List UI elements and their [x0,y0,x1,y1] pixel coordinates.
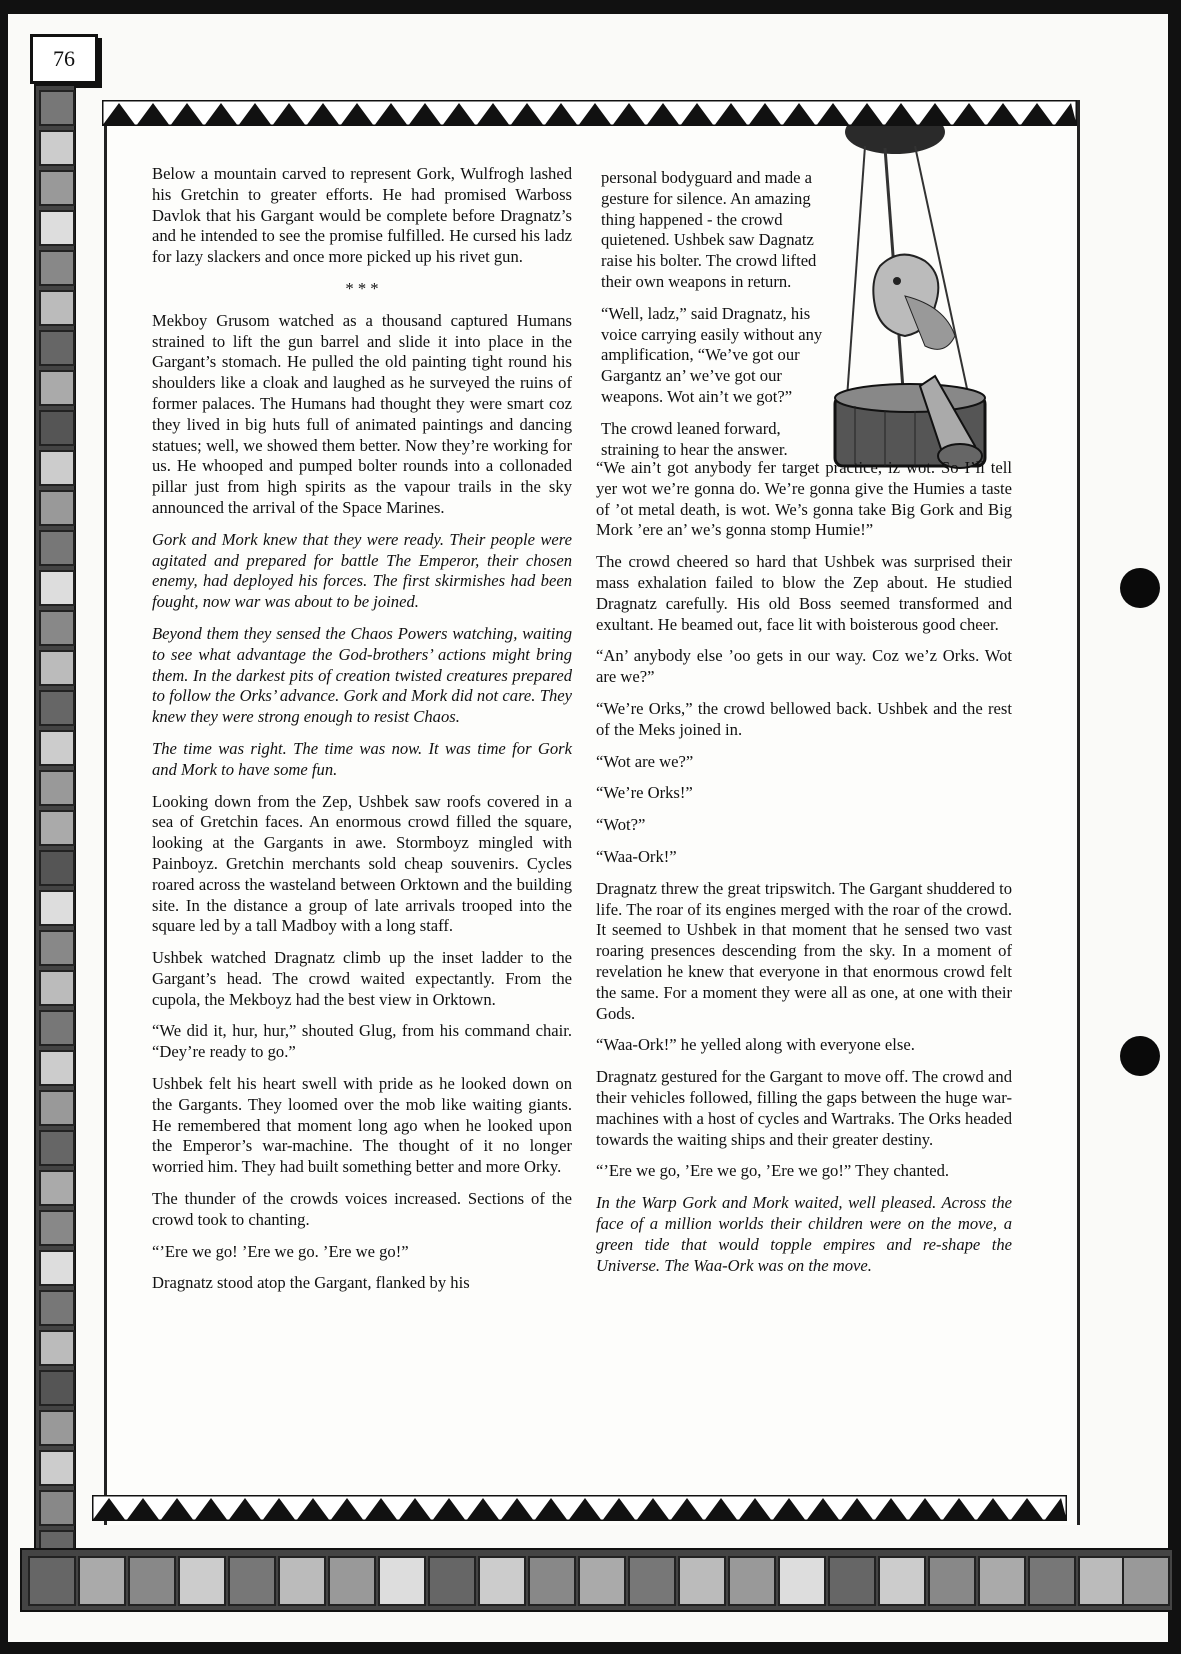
paragraph: Mekboy Grusom watched as a thousand captured Humans strained to lift the gun barrel and slide it into place in the Gargant’s stomach. He pulled the old painting tight round his shoulders like a cloak and laughed as he surveyed the ruins of former palaces. The Humans had thought they were smart coz they lived in big huts full of animated paintings and dancing statues; well, we showed them better. Now they’re working for us. He whooped and pumped bolter rounds into a collonaded pillar just from high spirits as the vapour trails in the sky announced the arrival of the Space Marines. [152,310,572,517]
border-tile-icon [228,1556,276,1606]
border-tile-icon [828,1556,876,1606]
paragraph: “We’re Orks!” [596,783,693,803]
border-tile-icon [1028,1556,1076,1606]
border-tile-icon [78,1556,126,1606]
paragraph: “Wot are we?” [596,751,694,771]
border-tile-icon [728,1556,776,1606]
paragraph: Looking down from the Zep, Ushbek saw roofs covered in a sea of Gretchin faces. An enormous crowd filled the square, looking at the Gargants in awe. Stormboyz mingled with Painboyz. Gretchin merchants sold cheap souvenirs. Cycles roared across the wasteland between Orktown and the building site. In the distance a group of late arrivals trooped into the square led by a tall Madboy with a long staff. [152,791,572,936]
border-tile-icon [39,1170,75,1206]
left-column [152,164,572,1305]
border-tile-icon [39,1210,75,1246]
border-tile-icon [39,210,75,246]
punch-hole-icon [1120,1036,1160,1076]
paragraph: In the Warp Gork and Mork waited, well pleased. Across the face of a million worlds their children were on the move, a green tide that would topple empires and re-shape the Universe. The Waa-Ork was on the move. [596,1193,1012,1275]
border-tile-icon [39,930,75,966]
border-tile-icon [39,290,75,326]
paragraph: Beyond them they sensed the Chaos Powers watching, waiting to see what advantage the God-brothers’ actions might bring them. In the darkest pits of creation twisted creatures prepared to follow the Orks’ advance. Gork and Mork did not care. They knew they were strong enough to resist Chaos. [152,623,572,727]
border-tile-icon [928,1556,976,1606]
paragraph: “An’ anybody else ’oo gets in our way. Coz we’z Orks. Wot are we?” [596,646,1012,687]
page-number: 76 [30,34,98,84]
paragraph: Dragnatz threw the great tripswitch. The Gargant shuddered to life. The roar of its engines merged with the roar of the crowd. It seemed to Ushbek in that moment that he sensed two vast roaring presences descending from the sky. In a moment of revelation he knew that everyone in that enormous crowd felt the same. For a moment they were all as one, at one with their Gods. [596,878,1012,1023]
border-tile-icon [39,690,75,726]
border-tile-icon [39,250,75,286]
border-tile-icon [528,1556,576,1606]
paragraph: “We’re Orks,” the crowd bellowed back. Ushbek and the rest of the Meks joined in. [596,698,1012,739]
bottom-zigzag-border [92,1495,1067,1521]
border-tile-icon [878,1556,926,1606]
border-tile-icon [39,890,75,926]
border-tile-icon [39,1290,75,1326]
border-tile-icon [39,650,75,686]
paragraph: Dragnatz stood atop the Gargant, flanked by his [152,1273,470,1293]
right-column [596,458,1012,1287]
paragraph: personal bodyguard and made a gesture for silence. An amazing thing happened - the crowd quietened. Ushbek saw Dagnatz raise his bolter. The crowd lifted their own weapons in return. [601,168,817,291]
border-tile-icon [328,1556,376,1606]
border-tile-icon [628,1556,676,1606]
border-tile-icon [28,1556,76,1606]
paragraph: The crowd leaned forward, straining to hear the answer. [601,418,788,459]
border-tile-icon [478,1556,526,1606]
paragraph: Gork and Mork knew that they were ready. Their people were agitated and prepared for battle The Emperor, their chosen enemy, had deployed his forces. The first skirmishes had been fought, now war was about to be joined. [152,529,572,612]
paragraph: Ushbek watched Dragnatz climb up the inset ladder to the Gargant’s head. The crowd waited expectantly. From the cupola, the Mekboyz had the best view in Orktown. [152,948,572,1009]
paragraph: Ushbek felt his heart swell with pride as he looked down on the Gargants. They loomed over the mob like waiting giants. He remembered that moment long ago when he looked upon the Emperor’s war-machine. The thought of it no longer worried him. They had built something better and more Orky. [152,1074,572,1177]
border-tile-icon [39,1370,75,1406]
border-tile-icon [39,450,75,486]
paragraph: “Wot?” [596,815,646,835]
border-tile-icon [39,1250,75,1286]
border-tile-icon [128,1556,176,1606]
paragraph: “Well, ladz,” said Dragnatz, his voice carrying easily without any amplification, “We’ve got our Gargantz an’ we’ve got our weapons. Wot ain’t we got?” [601,303,823,406]
paragraph: “’Ere we go, ’Ere we go, ’Ere we go!” They chanted. [596,1161,950,1181]
border-tile-icon [1078,1556,1126,1606]
border-tile-icon [39,1050,75,1086]
punch-hole-icon [1120,568,1160,608]
paragraph: “We did it, hur, hur,” shouted Glug, from his command chair. “Dey’re ready to go.” [152,1021,572,1062]
border-tile-icon [578,1556,626,1606]
paragraph: The crowd cheered so hard that Ushbek was surprised their mass exhalation failed to blow the Zep about. He studied Dragnatz carefully. His old Boss seemed transformed and exultant. He beamed out, face lit with boisterous good cheer. [596,552,1012,634]
border-tile-icon [39,370,75,406]
border-tile-icon [39,1010,75,1046]
paragraph: The thunder of the crowds voices increased. Sections of the crowd took to chanting. [152,1189,572,1229]
border-tile-icon [39,850,75,886]
border-tile-icon [39,810,75,846]
ork-in-hanging-basket-icon [825,126,1025,476]
border-tile-icon [39,1410,75,1446]
border-tile-icon [39,970,75,1006]
paragraph: “Waa-Ork!” he yelled along with everyone else. [596,1035,915,1055]
border-tile-icon [39,170,75,206]
bottom-decorative-border [20,1548,1174,1612]
border-tile-icon [978,1556,1026,1606]
border-tile-icon [178,1556,226,1606]
border-tile-icon [378,1556,426,1606]
border-tile-icon [39,1330,75,1366]
paragraph: Dragnatz gestured for the Gargant to move off. The crowd and their vehicles followed, filling the gaps between the huge war-machines with a host of cycles and Wartraks. The Orks headed towards the waiting ships and their greater destiny. [596,1067,1012,1149]
paragraph: “’Ere we go! ’Ere we go. ’Ere we go!” [152,1241,409,1261]
border-tile-icon [39,1130,75,1166]
paragraph: “We ain’t got anybody fer target practice, iz wot. So I’ll tell yer wot we’re gonna do. We’re gonna give the Humies a taste of ’ot metal death, is wot. We’s gonna take Big Gork and Big Mork ’ere an’ we’s gonna stomp Humie!” [596,458,1012,540]
border-tile-icon [39,770,75,806]
border-tile-icon [428,1556,476,1606]
paragraph: The time was right. The time was now. It was time for Gork and Mork to have some fun. [152,738,572,779]
border-tile-icon [39,410,75,446]
left-decorative-border [34,84,76,1568]
border-tile-icon [39,490,75,526]
paragraph: Below a mountain carved to represent Gork, Wulfrogh lashed his Gretchin to greater efforts. He had promised Warboss Davlok that his Gargant would be complete before Dragnatz’s and he intended to see the promise fulfilled. He cursed his ladz for lazy slackers and once more picked up his rivet gun. [152,164,572,267]
section-separator: * * * [345,278,379,298]
border-tile-icon [678,1556,726,1606]
border-tile-icon [39,730,75,766]
border-tile-icon [778,1556,826,1606]
border-tile-icon [39,610,75,646]
border-tile-icon [39,330,75,366]
border-tile-icon [39,90,75,126]
border-tile-icon [1122,1556,1170,1606]
border-tile-icon [39,570,75,606]
border-tile-icon [278,1556,326,1606]
top-zigzag-border [102,100,1077,126]
border-tile-icon [39,130,75,166]
border-tile-icon [39,1450,75,1486]
paragraph: “Waa-Ork!” [596,846,677,866]
border-tile-icon [39,530,75,566]
border-tile-icon [39,1090,75,1126]
right-column-top [601,168,831,471]
border-tile-icon [39,1490,75,1526]
